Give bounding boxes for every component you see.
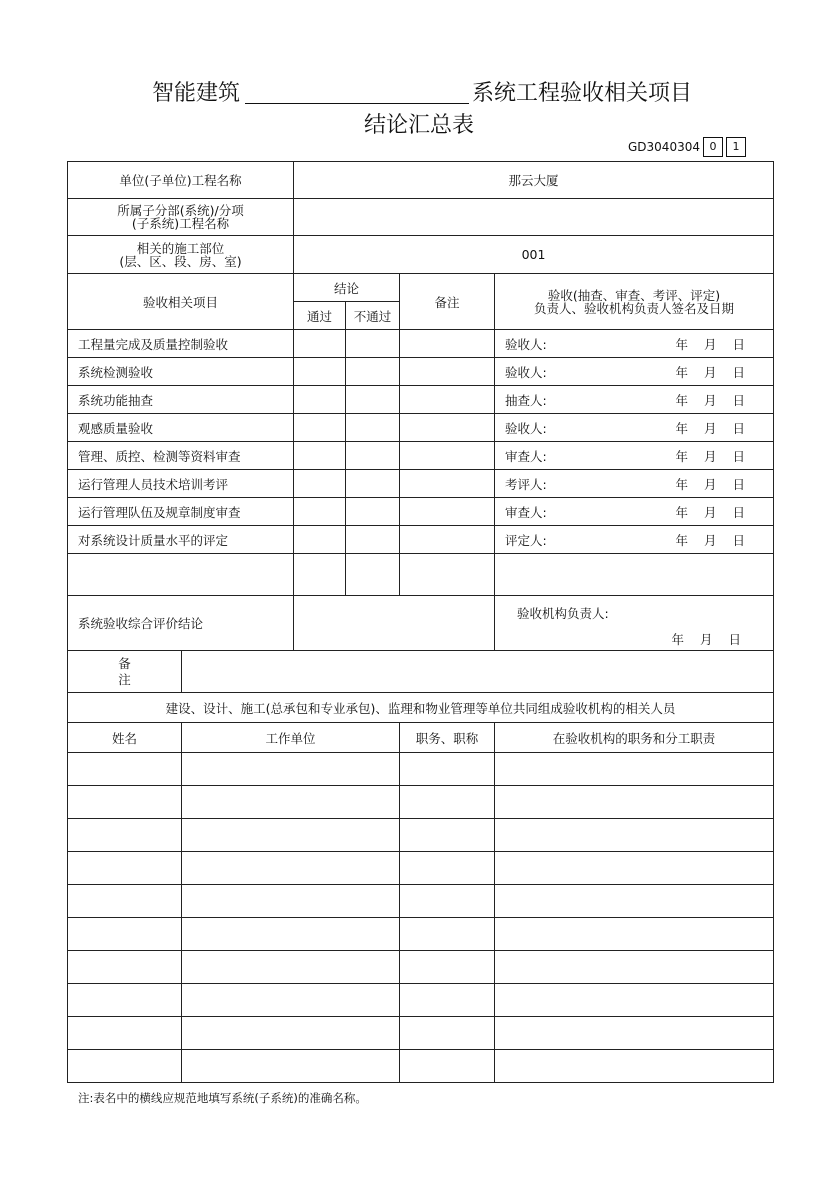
date-labels: 年 月 日: [675, 476, 746, 492]
pass-cell[interactable]: [294, 498, 346, 526]
unit-cell[interactable]: [182, 885, 400, 918]
committee-row: [68, 786, 774, 819]
date-labels: 年 月 日: [675, 448, 746, 464]
sign-cell[interactable]: [495, 358, 774, 386]
pass-cell[interactable]: [294, 442, 346, 470]
fail-cell[interactable]: [346, 498, 400, 526]
fail-cell[interactable]: [346, 526, 400, 554]
name-cell[interactable]: [68, 786, 182, 819]
pass-cell[interactable]: [294, 358, 346, 386]
col-item-header: 验收相关项目: [68, 274, 294, 330]
item-name: 对系统设计质量水平的评定: [68, 526, 294, 554]
sign-cell[interactable]: [495, 470, 774, 498]
name-cell[interactable]: [68, 852, 182, 885]
committee-row: [68, 918, 774, 951]
signer-role: 审查人:: [505, 448, 547, 464]
title-cell[interactable]: [400, 951, 495, 984]
duty-cell[interactable]: [495, 1050, 774, 1083]
committee-header-row: [68, 723, 774, 753]
pass-cell[interactable]: [294, 386, 346, 414]
duty-cell[interactable]: [495, 786, 774, 819]
title-cell[interactable]: [400, 918, 495, 951]
name-cell[interactable]: [68, 753, 182, 786]
duty-cell[interactable]: [495, 984, 774, 1017]
sign-cell[interactable]: [495, 498, 774, 526]
duty-cell[interactable]: [495, 1017, 774, 1050]
name-cell[interactable]: [68, 1050, 182, 1083]
item-row: [68, 386, 774, 414]
sign-cell[interactable]: [495, 330, 774, 358]
name-cell[interactable]: [68, 1017, 182, 1050]
item-name: 管理、质控、检测等资料审查: [68, 442, 294, 470]
unit-cell[interactable]: [182, 984, 400, 1017]
evaluation-value[interactable]: [294, 596, 495, 651]
title-cell[interactable]: [400, 885, 495, 918]
fail-cell[interactable]: [346, 554, 400, 596]
date-labels: 年 月 日: [675, 504, 746, 520]
pass-cell[interactable]: [294, 526, 346, 554]
committee-row: [68, 984, 774, 1017]
duty-cell[interactable]: [495, 951, 774, 984]
item-row: [68, 470, 774, 498]
remark-label: [68, 651, 182, 693]
signer-role: 评定人:: [505, 532, 547, 548]
unit-cell[interactable]: [182, 786, 400, 819]
unit-cell[interactable]: [182, 1050, 400, 1083]
committee-row: [68, 885, 774, 918]
unit-cell[interactable]: [182, 918, 400, 951]
title-cell[interactable]: [400, 1050, 495, 1083]
signer-role: 抽查人:: [505, 392, 547, 408]
evaluation-signer: 验收机构负责人:: [517, 606, 609, 621]
committee-row: [68, 951, 774, 984]
duty-cell[interactable]: [495, 819, 774, 852]
item-row: [68, 526, 774, 554]
fail-cell[interactable]: [346, 442, 400, 470]
evaluation-sign-cell[interactable]: [495, 596, 774, 651]
unit-cell[interactable]: [182, 852, 400, 885]
signer-role: 考评人:: [505, 476, 547, 492]
location-row: [68, 236, 774, 274]
committee-heading: 建设、设计、施工(总承包和专业承包)、监理和物业管理等单位共同组成验收机构的相关人员: [68, 693, 774, 723]
duty-cell[interactable]: [495, 753, 774, 786]
date-labels: 年 月 日: [675, 364, 746, 380]
remark-cell[interactable]: [400, 470, 495, 498]
form-code-box-1: 0: [703, 137, 723, 157]
duty-cell[interactable]: [495, 885, 774, 918]
title-cell[interactable]: [400, 786, 495, 819]
remark-cell[interactable]: [400, 358, 495, 386]
form-code: [628, 137, 746, 157]
item-name: 运行管理队伍及规章制度审查: [68, 498, 294, 526]
item-row: [68, 414, 774, 442]
duty-cell[interactable]: [495, 918, 774, 951]
name-cell[interactable]: [68, 951, 182, 984]
committee-row: [68, 819, 774, 852]
title-cell[interactable]: [400, 984, 495, 1017]
remark-cell[interactable]: [400, 386, 495, 414]
footnote: 注:表名中的横线应规范地填写系统(子系统)的准确名称。: [78, 1091, 367, 1105]
fail-cell[interactable]: [346, 330, 400, 358]
fail-cell[interactable]: [346, 358, 400, 386]
signer-role: 审查人:: [505, 504, 547, 520]
remark-label-1: 备: [118, 655, 131, 671]
form-code-text: GD3040304: [628, 140, 700, 154]
duty-cell[interactable]: [495, 852, 774, 885]
remark-cell[interactable]: [400, 498, 495, 526]
blank-item-cell[interactable]: [68, 554, 294, 596]
title-cell[interactable]: [400, 852, 495, 885]
signer-role: 验收人:: [505, 336, 547, 352]
sign-cell[interactable]: [495, 526, 774, 554]
sub-division-label-1: 所属子分部(系统)/分项: [117, 203, 244, 218]
evaluation-row: [68, 596, 774, 651]
title-cell[interactable]: [400, 1017, 495, 1050]
unit-cell[interactable]: [182, 819, 400, 852]
project-name-row: [68, 162, 774, 199]
sign-cell[interactable]: [495, 414, 774, 442]
name-cell[interactable]: [68, 885, 182, 918]
date-labels: 年 月 日: [675, 392, 746, 408]
date-labels: 年 月 日: [675, 336, 746, 352]
project-name-value[interactable]: 那云大厦: [294, 162, 774, 199]
col-duty-header: 在验收机构的职务和分工职责: [495, 723, 774, 753]
remark-value[interactable]: [182, 651, 774, 693]
col-title-header: 职务、职称: [400, 723, 495, 753]
remark-cell[interactable]: [400, 526, 495, 554]
fail-cell[interactable]: [346, 386, 400, 414]
date-labels: 年 月 日: [675, 420, 746, 436]
pass-cell[interactable]: [294, 554, 346, 596]
col-fail-header: 不通过: [346, 302, 400, 330]
committee-row: [68, 852, 774, 885]
remark-row: [68, 651, 774, 693]
col-pass-header: 通过: [294, 302, 346, 330]
sub-division-value[interactable]: [294, 199, 774, 236]
col-sign-header-2: 负责人、验收机构负责人签名及日期: [534, 300, 735, 316]
name-cell[interactable]: [68, 918, 182, 951]
col-name-header: 姓名: [68, 723, 182, 753]
sign-cell[interactable]: [495, 386, 774, 414]
title-prefix: 智能建筑: [152, 81, 241, 106]
project-name-label: 单位(子单位)工程名称: [68, 162, 294, 199]
location-label: [68, 236, 294, 274]
column-header-row-1: [68, 274, 774, 302]
item-name: 系统检测验收: [68, 358, 294, 386]
acceptance-summary-table: [67, 161, 774, 1083]
system-name-blank-line[interactable]: [245, 103, 469, 104]
sub-division-label-2: (子系统)工程名称: [131, 216, 230, 231]
remark-label-2: 注: [118, 671, 131, 687]
remark-cell[interactable]: [400, 414, 495, 442]
col-conclusion-header: 结论: [294, 274, 400, 302]
blank-item-row: [68, 554, 774, 596]
pass-cell[interactable]: [294, 470, 346, 498]
sub-division-label: [68, 199, 294, 236]
item-name: 运行管理人员技术培训考评: [68, 470, 294, 498]
item-name: 系统功能抽查: [68, 386, 294, 414]
form-title-line-2: 结论汇总表: [363, 113, 474, 138]
unit-cell[interactable]: [182, 753, 400, 786]
col-unit-header: 工作单位: [182, 723, 400, 753]
date-labels: 年 月 日: [675, 532, 746, 548]
col-sign-header-1: 验收(抽查、审查、考评、评定): [547, 287, 721, 303]
unit-cell[interactable]: [182, 1017, 400, 1050]
item-row: [68, 358, 774, 386]
remark-cell[interactable]: [400, 330, 495, 358]
item-name: 观感质量验收: [68, 414, 294, 442]
location-label-1: 相关的施工部位: [136, 240, 225, 256]
evaluation-date-labels: 年 月 日: [671, 632, 742, 647]
sign-cell[interactable]: [495, 554, 774, 596]
col-sign-header: [495, 274, 774, 330]
committee-row: [68, 1017, 774, 1050]
fail-cell[interactable]: [346, 414, 400, 442]
item-row: [68, 498, 774, 526]
committee-heading-row: [68, 693, 774, 723]
remark-cell[interactable]: [400, 442, 495, 470]
location-value[interactable]: 001: [294, 236, 774, 274]
form-code-box-2: 1: [726, 137, 746, 157]
evaluation-label: 系统验收综合评价结论: [68, 596, 294, 651]
signer-role: 验收人:: [505, 364, 547, 380]
item-name: 工程量完成及质量控制验收: [68, 330, 294, 358]
sign-cell[interactable]: [495, 442, 774, 470]
committee-row: [68, 1050, 774, 1083]
pass-cell[interactable]: [294, 330, 346, 358]
title-cell[interactable]: [400, 753, 495, 786]
col-remark-header: 备注: [400, 274, 495, 330]
pass-cell[interactable]: [294, 414, 346, 442]
title-suffix: 系统工程验收相关项目: [472, 81, 693, 106]
committee-row: [68, 753, 774, 786]
sub-division-row: [68, 199, 774, 236]
location-label-2: (层、区、段、房、室): [119, 253, 242, 269]
signer-role: 验收人:: [505, 420, 547, 436]
unit-cell[interactable]: [182, 951, 400, 984]
title-cell[interactable]: [400, 819, 495, 852]
fail-cell[interactable]: [346, 470, 400, 498]
item-row: [68, 330, 774, 358]
name-cell[interactable]: [68, 984, 182, 1017]
item-row: [68, 442, 774, 470]
name-cell[interactable]: [68, 819, 182, 852]
remark-cell[interactable]: [400, 554, 495, 596]
